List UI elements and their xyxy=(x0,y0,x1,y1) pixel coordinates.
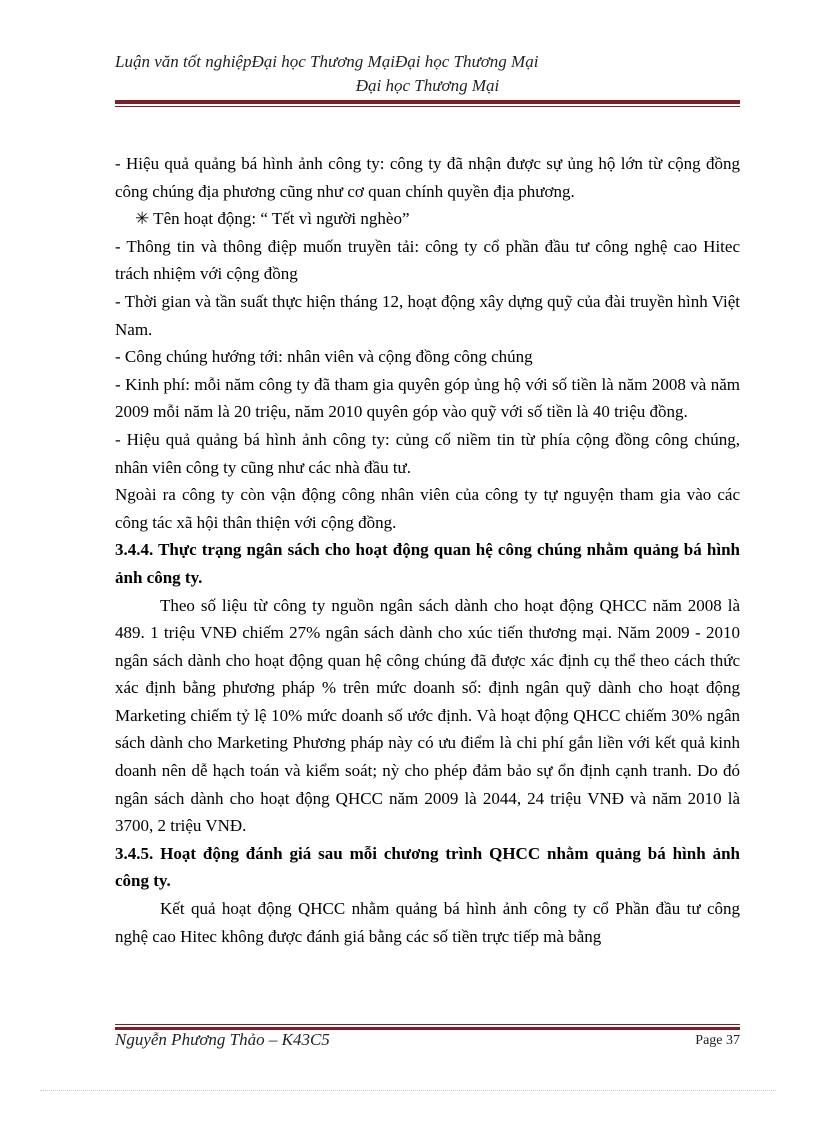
paragraph: - Kinh phí: mỗi năm công ty đã tham gia quyên góp ủng hộ với số tiền là năm 2008 và năm 2009 mỗi năm là 20 triệu, năm 2010 quyên góp vào quỹ với số tiền là 40 triệu đồng. xyxy=(115,374,740,422)
page-boundary-divider xyxy=(40,1090,776,1091)
header-rule-thin xyxy=(115,106,740,107)
activity-name: ✳ Tên hoạt động: “ Tết vì người nghèo” xyxy=(135,209,410,229)
paragraph: - Hiệu quả quảng bá hình ảnh công ty: củng cố niềm tin từ phía cộng đồng công chúng, nhân viên công ty cũng như các nhà đầu tư. xyxy=(115,429,740,477)
header-rule-thick xyxy=(115,100,740,104)
document-body xyxy=(115,150,740,950)
footer-author: Nguyễn Phương Thảo – K43C5 xyxy=(115,1030,330,1049)
paragraph: - Thời gian và tần suất thực hiện tháng 12, hoạt động xây dựng quỹ của đài truyền hình Việt Nam. xyxy=(115,291,740,339)
section-heading-3-4-5: 3.4.5. Hoạt động đánh giá sau mỗi chương trình QHCC nhằm quảng bá hình ảnh công ty. xyxy=(115,843,740,891)
paragraph: Theo số liệu từ công ty nguồn ngân sách dành cho hoạt động QHCC năm 2008 là 489. 1 triệu VNĐ chiếm 27% ngân sách dành cho xúc tiến thương mại. Năm 2009 - 2010 ngân sách dành cho hoạt động quan hệ công chúng đã được xác định cụ thể theo cách thức xác định bằng phương pháp % trên mức doanh số: định ngân quỹ dành cho hoạt động Marketing chiếm tỷ lệ 10% mức doanh số ước định. Và hoạt động QHCC chiếm 30% ngân sách dành cho Marketing Phương pháp này có ưu điểm là chi phí gắn liền với kết quả kinh doanh nên dễ hạch toán và kiểm soát; nỳ cho phép đảm bảo sự ổn định cạnh tranh. Do đó ngân sách dành cho hoạt động QHCC năm 2009 là 2044, 24 triệu VNĐ và năm 2010 là 3700, 2 triệu VNĐ. xyxy=(115,595,740,836)
header-title-line-1: Luận văn tốt nghiệpĐại học Thương MạiĐại học Thương Mại xyxy=(115,52,539,71)
paragraph: - Thông tin và thông điệp muốn truyền tải: công ty cổ phần đầu tư công nghệ cao Hitec trách nhiệm với cộng đồng xyxy=(115,236,740,284)
section-heading-3-4-4: 3.4.4. Thực trạng ngân sách cho hoạt động quan hệ công chúng nhằm quảng bá hình ảnh công ty. xyxy=(115,540,740,587)
footer-rule-thin xyxy=(115,1024,740,1025)
paragraph: - Công chúng hướng tới: nhân viên và cộng đồng công chúng xyxy=(115,347,533,367)
page-number: Page 37 xyxy=(695,1033,740,1048)
paragraph: Kết quả hoạt động QHCC nhằm quảng bá hình ảnh công ty cổ Phần đầu tư công nghệ cao Hitec không được đánh giá bằng các số tiền trực tiếp mà bằng xyxy=(115,899,740,946)
header-title-line-2: Đại học Thương Mại xyxy=(355,76,500,95)
paragraph: Ngoài ra công ty còn vận động công nhân viên của công ty tự nguyện tham gia vào các công tác xã hội thân thiện với cộng đồng. xyxy=(115,485,740,532)
paragraph: - Hiệu quả quảng bá hình ảnh công ty: công ty đã nhận được sự ủng hộ lớn từ cộng đồng công chúng địa phương cũng như cơ quan chính quyền địa phương. xyxy=(115,154,740,201)
